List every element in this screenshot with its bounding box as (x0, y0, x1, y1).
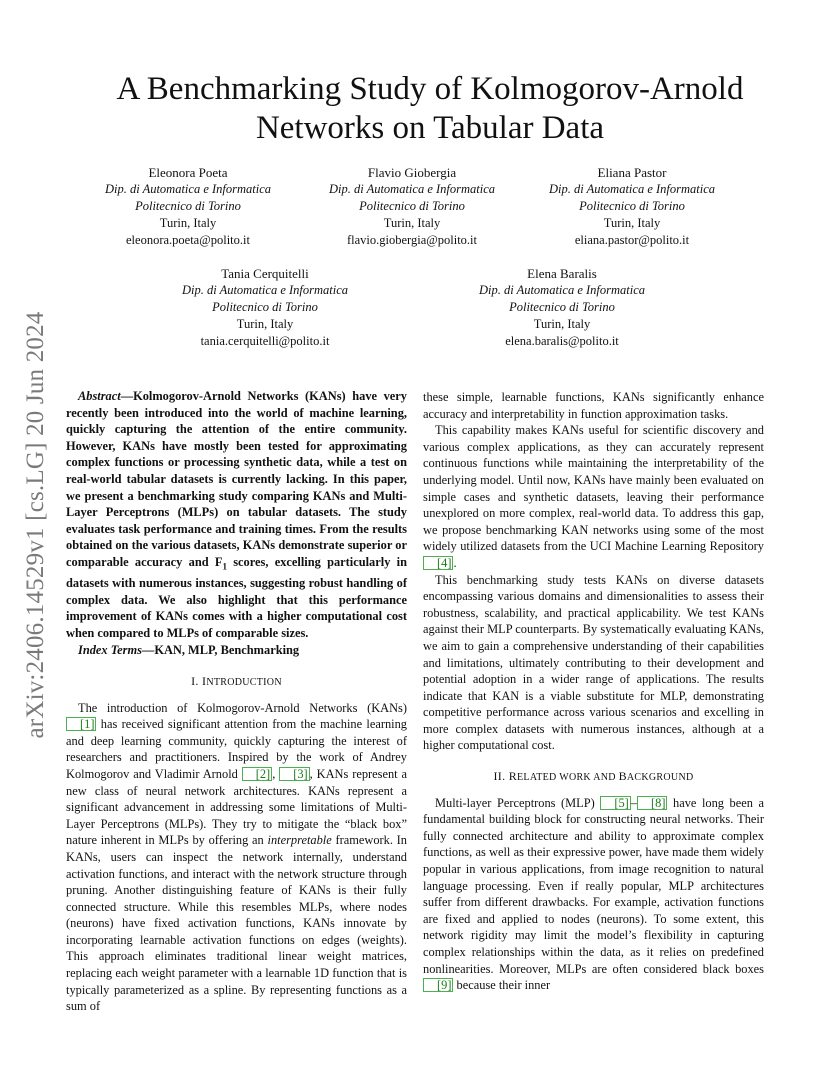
author-name: Flavio Giobergia (367, 165, 457, 180)
intro-text: framework. In KANs, users can inspect the network internally, understand activation functions, and interact with the network structure through pruning. Another distinguishing feature of KANs is their fully connected structure. While this resembles MLPs, where nodes (neurons) have fixed activation functions, KANs innovate by incorporating learnable activation functions on edges (weights). This approach eliminates traditional linear weight matrices, replacing each weight parameter with a learnable 1D function that is typically parameterized as a spline. By representing functions as a sum of (66, 833, 408, 1014)
citation-4[interactable]: [4] (423, 556, 453, 570)
section-initial: B (618, 769, 627, 784)
right-paragraph-0: these simple, learnable functions, KANs significantly enhance accuracy and interpretability in function approximation tasks. (423, 390, 764, 421)
related-text: – (630, 795, 637, 810)
right-paragraph-2: This benchmarking study tests KANs on diverse datasets encompassing various domains and dimensionalities to assess their robustness, scalability, and practical applicability. We test KANs against their MLP counterparts. By systematically evaluating KANs, we aim to gain a comprehensive understanding of their capabilities and limitations, ultimately contributing to their development and potential adoption in a wider range of applications. The results indicate that KAN is a viable substitute for MLP, demonstrating competitive performance across various scenarios and excelling in more complex datasets with numerous instances, although at a higher computational cost. (423, 572, 764, 753)
intro-italic: interpretable (267, 833, 332, 848)
title-line-2: Networks on Tabular Data (255, 110, 605, 146)
arxiv-stamp-text: arXiv:2406.14529v1 [cs.LG] 20 Jun 2024 (22, 311, 49, 739)
author-email[interactable]: elena.baralis@polito.it (505, 334, 619, 348)
right-paragraph-1 (423, 422, 764, 571)
author-email[interactable]: eliana.pastor@polito.it (574, 233, 690, 247)
author-name: Elena Baralis (527, 266, 597, 281)
author-city: Turin, Italy (159, 216, 217, 230)
index-terms (66, 642, 407, 659)
author-email[interactable]: flavio.giobergia@polito.it (346, 233, 477, 247)
right-text: This capability makes KANs useful for scientific discovery and various complex applications, as they can accurately represent continuous functions while maintaining the interpretability of the underlying model. Until now, KANs have mainly been evaluated on simple cases and synthetic datasets, leaving their performance unexplored on more complex, real-world data. To address this gap, we propose benchmarking KAN networks using some of the most widely utilized datasets from the UCI Machine Learning Repository (423, 423, 764, 554)
author-name: Eleonora Poeta (148, 165, 228, 180)
author-email[interactable]: tania.cerquitelli@polito.it (200, 334, 330, 348)
author-inst: Politecnico di Torino (579, 199, 685, 213)
citation-9[interactable]: [9] (423, 978, 453, 992)
section-rest: ACKGROUND (626, 772, 694, 784)
author-dept: Dip. di Automatica e Informatica (181, 283, 349, 297)
related-text: Multi-layer Perceptrons (MLP) (435, 795, 601, 810)
section-number: I. (191, 673, 203, 688)
section-rest: NTRODUCTION (206, 676, 282, 688)
related-paragraph (423, 795, 764, 994)
author-inst: Politecnico di Torino (212, 300, 318, 314)
abstract-subscript: 1 (222, 561, 227, 572)
author-city: Turin, Italy (533, 317, 591, 331)
abstract-text-2: scores, excelling particularly in datasets with numerous instances, suggesting robust handling of complex data. We also highlight that this performance improvement of KANs comes with a higher computational cost when compared to MLPs of comparable sizes. (66, 554, 407, 640)
author-email[interactable]: eleonora.poeta@polito.it (126, 233, 250, 247)
author-block-3 (522, 164, 742, 249)
author-inst: Politecnico di Torino (135, 199, 241, 213)
author-name: Tania Cerquitelli (221, 266, 309, 281)
intro-text: The introduction of Kolmogorov-Arnold Networks (KANs) (78, 700, 407, 715)
citation-2[interactable]: [2] (242, 767, 272, 781)
index-terms-text: —KAN, MLP, Benchmarking (141, 643, 300, 658)
citation-5[interactable]: [5] (600, 796, 630, 810)
author-block-4 (155, 265, 375, 350)
abstract-text: —Kolmogorov-Arnold Networks (KANs) have very recently been introduced into the world of machine learning, quickly capturing the attention of the entire community. However, KANs have mostly been tested for approximating complex functions or processing synthetic data, while a test on real-world tabular datasets is currently lacking. In this paper, we present a benchmarking study comparing KANs and Multi-Layer Perceptrons (MLPs) on tabular datasets. The study evaluates task performance and training times. From the results obtained on the various datasets, KANs demonstrate superior or comparable accuracy and F (66, 389, 407, 569)
section-number: II. (493, 769, 509, 784)
author-dept: Dip. di Automatica e Informatica (104, 182, 272, 196)
author-inst: Politecnico di Torino (359, 199, 465, 213)
author-dept: Dip. di Automatica e Informatica (548, 182, 716, 196)
section-rest: ELATED WORK AND (517, 772, 619, 784)
right-text: . (453, 555, 457, 570)
arxiv-stamp (16, 290, 56, 760)
intro-text: has received significant attention from the machine learning and deep learning community, quickly capturing the interest of researchers and practitioners. Inspired by the work of Andrey Kolmogorov and Vladimir Arnold (66, 717, 407, 781)
citation-1[interactable]: [1] (66, 717, 96, 731)
author-city: Turin, Italy (236, 317, 294, 331)
author-block-2 (302, 164, 522, 249)
author-dept: Dip. di Automatica e Informatica (328, 182, 496, 196)
author-city: Turin, Italy (383, 216, 441, 230)
citation-8[interactable]: [8] (637, 796, 667, 810)
abstract-label: Abstract (78, 389, 121, 403)
author-city: Turin, Italy (603, 216, 661, 230)
author-inst: Politecnico di Torino (509, 300, 615, 314)
author-name: Eliana Pastor (597, 165, 667, 180)
intro-paragraph (66, 700, 407, 1015)
intro-text: , (272, 766, 280, 781)
right-column (423, 389, 764, 994)
related-text: because their inner (453, 978, 551, 993)
title-line-1: A Benchmarking Study of Kolmogorov-Arnold (116, 71, 744, 107)
paper-title (70, 70, 790, 148)
section-heading-introduction (66, 673, 407, 692)
section-initial: R (508, 769, 518, 784)
index-terms-label: Index Terms (78, 643, 142, 658)
intro-text: , KANs represent a new class of neural network architectures. KANs represent a significant advancement in addressing some limitations of Multi-Layer Perceptrons (MLPs). They try to mitigate the “black box” nature inherent in MLPs by offering an (66, 766, 407, 848)
citation-3[interactable]: [3] (279, 767, 309, 781)
author-block-1 (78, 164, 298, 249)
left-column (66, 388, 407, 1015)
author-block-5 (452, 265, 672, 350)
abstract (66, 388, 407, 641)
section-heading-related-work (423, 768, 764, 787)
section-initial: I (202, 673, 207, 688)
author-dept: Dip. di Automatica e Informatica (478, 283, 646, 297)
related-text: have long been a fundamental building block for constructing neural networks. Their fully connected architecture and ability to approximate complex functions, as well as their expressive power, have made them widely popular in various applications, from image recognition to natural language processing. Even if really popular, MLP architectures suffer from different drawbacks. For example, activation functions are fixed and applied to nodes (neurons). To some extent, this network rigidity may limit the model’s flexibility in capturing complex relationships within the data, as it relies on predefined nonlinearities. Moreover, MLPs are often considered black boxes (423, 795, 764, 976)
